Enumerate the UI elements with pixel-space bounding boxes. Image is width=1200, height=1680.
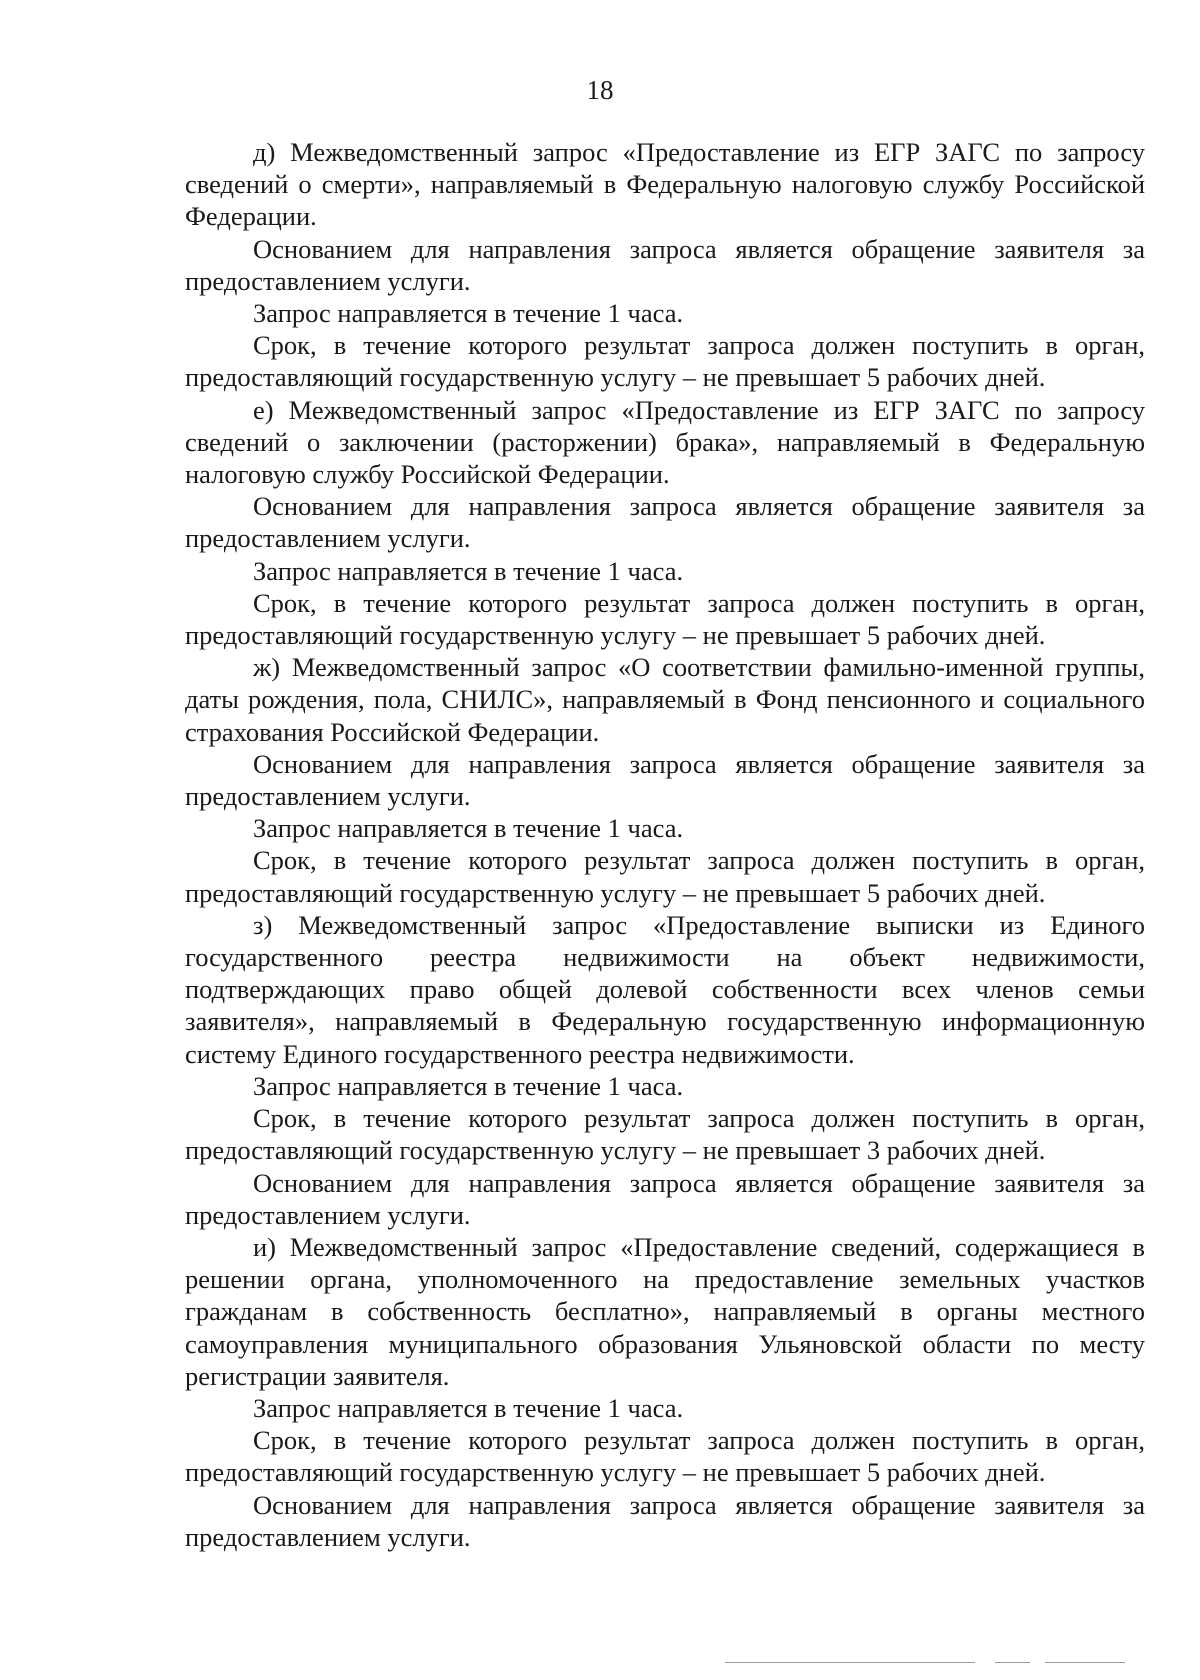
paragraph-zh-request: ж) Межведомственный запрос «О соответствии фамильно-именной группы, даты рождения, пола, СНИЛС», направляемый в Фонд пенсионного и социального страхования Российской Федерации. <box>185 652 1145 747</box>
document-body <box>185 136 1145 1553</box>
paragraph-d-request: д) Межведомственный запрос «Предоставление из ЕГР ЗАГС по запросу сведений о смерти», направляемый в Федеральную налоговую службу Российской Федерации. <box>185 137 1145 232</box>
paragraph-basis: Основанием для направления запроса является обращение заявителя за предоставлением услуги. <box>185 233 1145 296</box>
paragraph-i-request: и) Межведомственный запрос «Предоставление сведений, содержащиеся в решении органа, уполномоченного на предоставление земельных участков гражданам в собственность бесплатно», направляемый в органы местного самоуправления муниципального образования Ульяновской области по месту регистрации заявителя. <box>185 1231 1145 1391</box>
paragraph-send-time: Запрос направляется в течение 1 часа. <box>253 813 684 844</box>
paragraph-e-request: е) Межведомственный запрос «Предоставление из ЕГР ЗАГС по запросу сведений о заключении (расторжении) брака», направляемый в Федеральную налоговую службу Российской Федерации. <box>185 394 1145 490</box>
paragraph-send-time: Запрос направляется в течение 1 часа. <box>253 555 684 586</box>
paragraph-send-time: Запрос направляется в течение 1 часа. <box>253 1392 684 1423</box>
footer-rule <box>1045 1662 1125 1663</box>
footer-rule <box>995 1662 1030 1663</box>
paragraph-deadline: Срок, в течение которого результат запроса должен поступить в орган, предоставляющий государственную услугу – не превышает 5 рабочих дней. <box>185 1425 1145 1488</box>
paragraph-send-time: Запрос направляется в течение 1 часа. <box>253 298 684 329</box>
page-number: 18 <box>586 75 614 105</box>
paragraph-basis: Основанием для направления запроса является обращение заявителя за предоставлением услуги. <box>185 491 1145 554</box>
paragraph-deadline: Срок, в течение которого результат запроса должен поступить в орган, предоставляющий государственную услугу – не превышает 5 рабочих дней. <box>185 845 1145 908</box>
footer-rule <box>725 1662 975 1663</box>
paragraph-send-time: Запрос направляется в течение 1 часа. <box>253 1070 684 1101</box>
paragraph-basis: Основанием для направления запроса является обращение заявителя за предоставлением услуги. <box>185 748 1145 812</box>
paragraph-deadline: Срок, в течение которого результат запроса должен поступить в орган, предоставляющий государственную услугу – не превышает 3 рабочих дней. <box>185 1103 1145 1166</box>
paragraph-z-request: з) Межведомственный запрос «Предоставление выписки из Единого государственного реестра недвижимости на объект недвижимости, подтверждающих право общей долевой собственности всех членов семьи заявителя», направляемый в Федеральную государственную информационную систему Единого государственного реестра недвижимости. <box>185 909 1145 1069</box>
paragraph-basis: Основанием для направления запроса является обращение заявителя за предоставлением услуги. <box>185 1489 1145 1552</box>
paragraph-deadline: Срок, в течение которого результат запроса должен поступить в орган, предоставляющий государственную услугу – не превышает 5 рабочих дней. <box>185 587 1145 651</box>
paragraph-basis: Основанием для направления запроса является обращение заявителя за предоставлением услуги. <box>185 1167 1145 1230</box>
paragraph-deadline: Срок, в течение которого результат запроса должен поступить в орган, предоставляющий государственную услугу – не превышает 5 рабочих дней. <box>185 330 1145 393</box>
